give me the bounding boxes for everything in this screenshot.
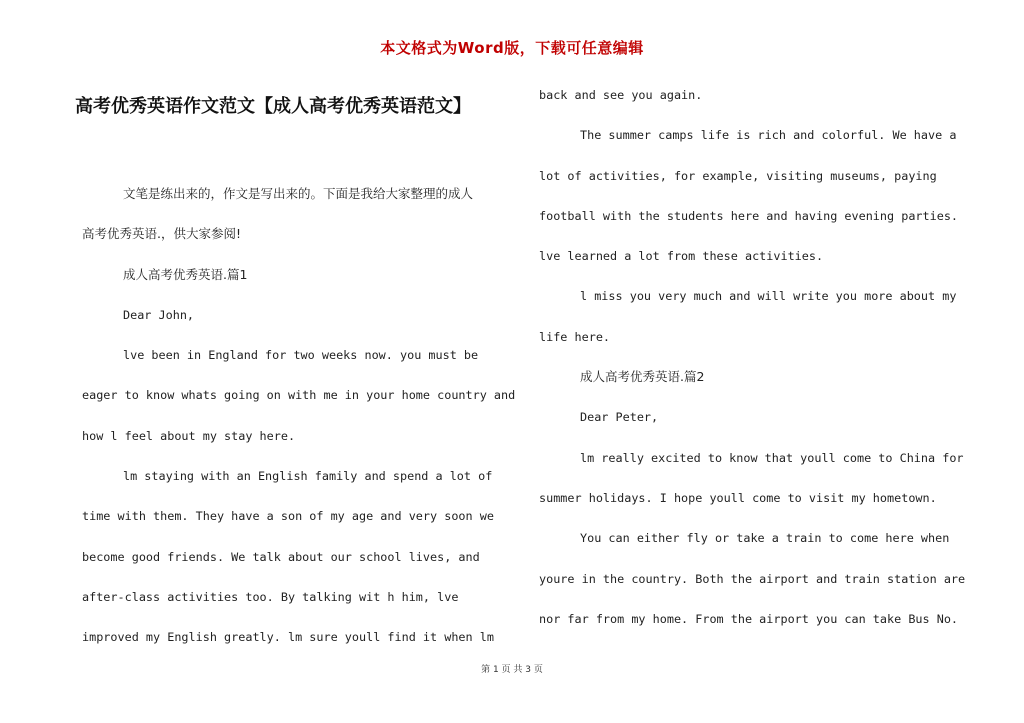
letter-salutation: Dear John, [123, 307, 195, 322]
document-title: 高考优秀英语作文范文【成人高考优秀英语范文】 [75, 96, 471, 117]
text-line: lve been in England for two weeks now. you must be [123, 348, 479, 363]
text-line: youre in the country. Both the airport and train station are [539, 571, 966, 586]
left-column [82, 180, 516, 664]
text-line: lm staying with an English family and spend a lot of [123, 469, 493, 484]
text-line: back and see you again. [539, 88, 703, 102]
text-line: after-class activities too. By talking wit h him, lve [82, 589, 459, 604]
text-line: life here. [539, 329, 611, 344]
text-line: lve learned a lot from these activities. [539, 249, 824, 264]
text-line: 高考优秀英语.，供大家参阅! [82, 226, 241, 242]
text-line: improved my English greatly. lm sure youll find it when lm [82, 630, 494, 645]
text-line: summer holidays. I hope youll come to visit my hometown. [539, 490, 937, 505]
text-line: lot of activities, for example, visiting museums, paying [539, 168, 937, 183]
section-heading: 成人高考优秀英语.篇1 [123, 266, 248, 282]
text-line: lm really excited to know that youll come to China for [580, 450, 964, 465]
right-column [539, 81, 966, 645]
download-banner: 本文格式为Word版，下载可任意编辑 [380, 39, 644, 57]
section-heading: 成人高考优秀英语.篇2 [580, 369, 705, 385]
text-line: l miss you very much and will write you more about my [580, 289, 957, 304]
letter-salutation: Dear Peter, [580, 410, 659, 425]
text-line: eager to know whats going on with me in your home country and [82, 388, 516, 403]
text-line: The summer camps life is rich and colorful. We have a [580, 128, 957, 143]
text-line: 文笔是练出来的，作文是写出来的。下面是我给大家整理的成人 [123, 186, 474, 201]
text-line: how l feel about my stay here. [82, 428, 296, 443]
text-line: football with the students here and having evening parties. [539, 208, 959, 223]
text-line: become good friends. We talk about our school lives, and [82, 549, 480, 564]
text-line: time with them. They have a son of my age and very soon we [82, 509, 494, 524]
text-line: You can either fly or take a train to come here when [580, 531, 950, 546]
text-line: nor far from my home. From the airport you can take Bus No. [539, 611, 959, 626]
page-number: 第 1 页 共 3 页 [481, 665, 543, 675]
